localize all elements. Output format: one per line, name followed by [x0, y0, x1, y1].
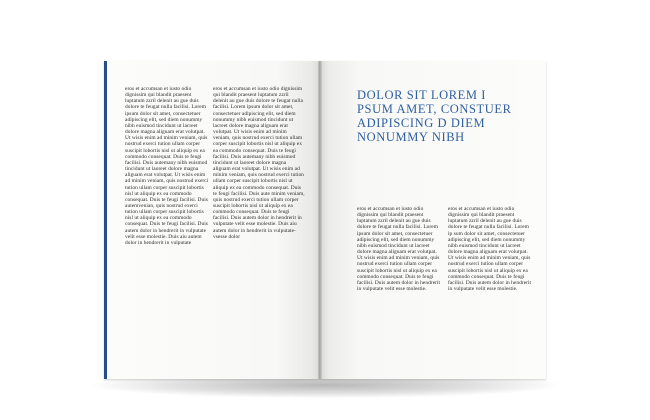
headline-line-2: PSUM AMET, CONSTUER — [357, 102, 512, 116]
page-headline — [357, 88, 547, 144]
book-gutter — [318, 61, 322, 379]
book-cover-edge — [104, 61, 107, 379]
right-page-column-1: eros et accumsan et iusto odio dignissim qui blandit praesent luptatum zzril delenit au gue duis dolore te feugat nulla facilisi. Lorem ipsum dolor sit amet, consectetuer adipiscing elit, sed diem nonummy nibh euismod tincidunt ut lacreet dolore magna aliguam erat volutpat. Ut wisis enim ad minim veniam, quis nostrud exerci tution ullam corper suscipit lobortis nisl ut aliquip ex ea commodo consequat. Duis te feugi facilisi. Duis autem dolor in hendrerit in vulputate velit esse molestie. — [357, 206, 441, 293]
left-page-column-1: eros et accumsan et iusto odio dignissim qui blandit praesent luptatum zzril delenit au gue duis dolore te feugat nulla facilisi. Lorem ipsum dolor sit amet, consectetuer adipiscing elit, sed diem nonummy nibh euismod tincidunt ut lacreet dolore magna aliguam erat volutpat. Ut wisis enim ad minim veniam, quis nostrud exerci tution ullam corper suscipit lobortis nisl ut aliquip ex ea commodo consequat. Duis te feugi facilisi. Duis autemany nibh euismod tincidunt ut laoreet dolore magna aliguam erat volutpat. Ut wisis enim ad minim veniam, quis nostrud exerci tution ullam corper suscipit lobortis nisl ut aliquip ex ea commodo consequat. Duis te feugi facilisi. Duis autemvenian, quis nostrud exerci tution ullam corper suscipit lobortis nisl ut aliquip ex ea commodo consequat. Duis te feugi facilisi. Duis autem dolor in hendrerit in vulputate velit esse molestie. Duis aiu autem dolor in hendrerit in vulputate — [125, 86, 209, 246]
headline-line-4: NONUMMY NIBH — [357, 130, 465, 144]
headline-line-3: ADIPISCING D DIEM — [357, 116, 486, 130]
right-page-column-2: eros et accumsan et iusto odio dignissim qui blandit praesent luptatum zzril delenit au gue duis dolore te feugat nulla facilisi. Lorem ip sum dolor sit amet, consectetuer adipiscing elit, sed diem nonummy nibh euismod tincidunt ut lacreet dolore magna aliguam erat volutpat. Ut wisis enim ad minim veniam, quis nostrud exerci tution ullam corper suscipit lobortis nisl ut aliquip ex ea commodo consequat. Duis te feugi facilisi. Duis autem dolor in hendrerit in vulputate velit esse molestie. — [448, 206, 532, 293]
left-page-column-2: eros et accumsan et iusto odio dignissim qui blandit praesent luptatum zzril delenit au gue duis dolore te feugat nulla facilisi. Lorem ipsum dolor sit amet, consectetuer adipiscing elit, sed diem nonummy nibh euismod tincidunt ut lacreet dolore magna aliguam erat volutpat. Ut wisis enim ad minim veniam, quis nostrud exerci tution ullam corper suscipit lobortis nisl ut aliquip ex ea commodo consequat. Duis te feugi facilisi. Duis autemany nibh euismod tincidunt ut laoreet dolore magna aliguam erat volutpat. Ut wisis enim ad minim veniam, quis nostrud exerci tution ullam corper suscipit lobortis nisl ut aliquip ex ea commodo consequat. Duis te feugi facilisi. Duis aute minim veniam, quis nostrud exerci tution ullam corper suscipit lobortis nisl ut aliquip ex ea commodo consequat. Duis te feugi facilisi. Duis autem dolor in hendrerit in vulputate velit esse molestie. Duis aiu autem dolor in hendrerit in vulputate-vsesse dolor — [213, 86, 305, 240]
headline-line-1: DOLOR SIT LOREM I — [357, 88, 487, 102]
